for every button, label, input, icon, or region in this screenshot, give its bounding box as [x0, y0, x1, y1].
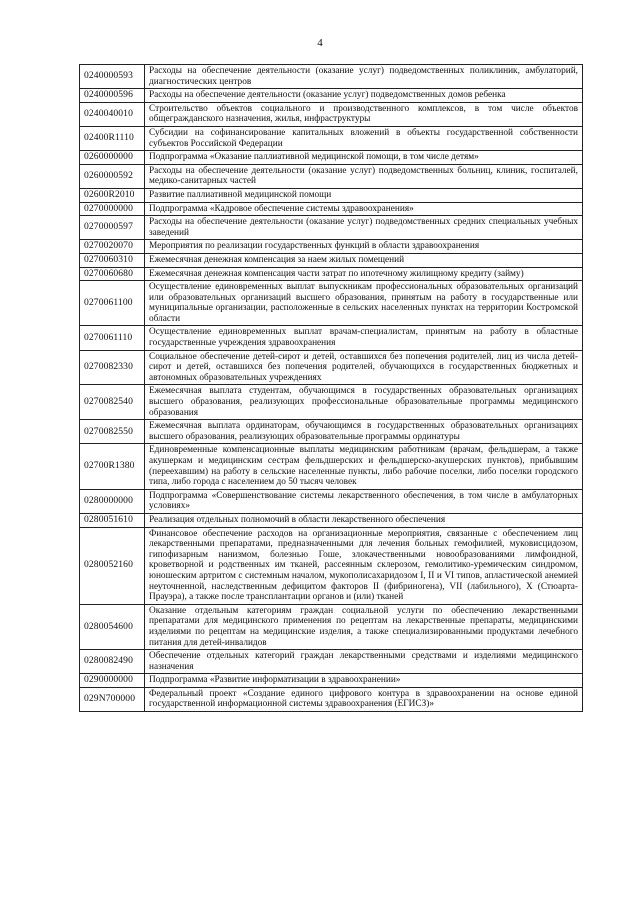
row-description: Ежемесячная выплата ординаторам, обучающимся в государственных образовательных организациях высшего образования, реализующих образовательные программы ординатуры	[145, 420, 583, 444]
row-code: 0260000000	[80, 151, 145, 165]
table-row	[80, 267, 583, 281]
row-code: 0270061100	[80, 281, 145, 326]
row-code: 0270082540	[80, 385, 145, 420]
row-description: Расходы на обеспечение деятельности (оказание услуг) подведомственных поликлиник, амбулаторий, диагностических центров	[145, 65, 583, 89]
budget-code-table	[79, 64, 583, 712]
table-row	[80, 489, 583, 513]
table-row	[80, 216, 583, 240]
row-code: 0270082550	[80, 420, 145, 444]
row-description: Подпрограмма «Развитие информатизации в здравоохранении»	[145, 674, 583, 688]
row-code: 0270000000	[80, 202, 145, 216]
row-description: Осуществление единовременных выплат выпускникам профессиональных образовательных организаций или образовательных организаций высшего образования, принятым на работу в государственные или муниципальные организации, расположенные в сельских населенных пунктах на территории Костромской области	[145, 281, 583, 326]
table-row	[80, 674, 583, 688]
row-code: 0240000596	[80, 89, 145, 103]
row-code: 0280082490	[80, 650, 145, 674]
row-description: Расходы на обеспечение деятельности (оказание услуг) подведомственных больниц, клиник, госпиталей, медико-санитарных частей	[145, 164, 583, 188]
table-row	[80, 350, 583, 385]
table-row	[80, 326, 583, 350]
row-description: Финансовое обеспечение расходов на организационные мероприятия, связанные с обеспечением лиц лекарственными препаратами, предназначенными для лечения больных гемофилией, муковисцидозом, гипофизарным нанизмом, болезнью Гоше, злокачественными новообразованиями лимфоидной, кроветворной и родственных им тканей, рассеянным склерозом, гемолитико-уремическим синдромом, юношеским артритом с системным началом, мукополисахаридозом I, II и VI типов, апластической анемией неуточненной, наследственным дефицитом факторов II (фибриногена), VII (лабильного), X (Стюарта-Прауэра), а также после трансплантации органов и (или) тканей	[145, 527, 583, 604]
table-row	[80, 164, 583, 188]
table-row	[80, 513, 583, 527]
row-description: Строительство объектов социального и производственного комплексов, в том числе объектов общегражданского назначения, жилья, инфраструктуры	[145, 102, 583, 126]
table-row	[80, 126, 583, 150]
row-description: Мероприятия по реализации государственных функций в области здравоохранения	[145, 240, 583, 254]
row-code: 0240000593	[80, 65, 145, 89]
row-code: 0240040010	[80, 102, 145, 126]
page-number: 4	[317, 37, 323, 49]
row-description: Обеспечение отдельных категорий граждан лекарственными средствами и изделиями медицинского назначения	[145, 650, 583, 674]
row-code: 02600R2010	[80, 188, 145, 202]
row-description: Социальное обеспечение детей-сирот и детей, оставшихся без попечения родителей, лиц из числа детей-сирот и детей, оставшихся без попечения родителей, обучающихся в государственных бюджетных и автономных образовательных учреждениях	[145, 350, 583, 385]
row-code: 0270082330	[80, 350, 145, 385]
table-row	[80, 253, 583, 267]
row-description: Осуществление единовременных выплат врачам-специалистам, принятым на работу в областные государственные учреждения здравоохранения	[145, 326, 583, 350]
row-code: 02700R1380	[80, 444, 145, 489]
row-description: Подпрограмма «Оказание паллиативной медицинской помощи, в том числе детям»	[145, 151, 583, 165]
table-row	[80, 102, 583, 126]
table-row	[80, 687, 583, 711]
row-description: Субсидии на софинансирование капитальных вложений в объекты государственной собственности субъектов Российской Федерации	[145, 126, 583, 150]
table-row	[80, 527, 583, 604]
row-description: Федеральный проект «Создание единого цифрового контура в здравоохранении на основе единой государственной информационной системы здравоохранения (ЕГИСЗ)»	[145, 687, 583, 711]
row-description: Реализация отдельных полномочий в области лекарственного обеспечения	[145, 513, 583, 527]
row-code: 0270000597	[80, 216, 145, 240]
row-code: 0290000000	[80, 674, 145, 688]
row-code: 0280054600	[80, 604, 145, 649]
table-row	[80, 188, 583, 202]
row-description: Ежемесячная денежная компенсация за наем жилых помещений	[145, 253, 583, 267]
table-row	[80, 240, 583, 254]
row-description: Единовременные компенсационные выплаты медицинским работникам (врачам, фельдшерам, а также акушеркам и медицинским сестрам фельдшерских и фельдшерско-акушерских пунктов), прибывшим (переехавшим) на работу в сельские населенные пункты, либо рабочие поселки, либо поселки городского типа, либо города с населением до 50 тысяч человек	[145, 444, 583, 489]
table-row	[80, 385, 583, 420]
table-row	[80, 444, 583, 489]
row-code: 0280000000	[80, 489, 145, 513]
row-description: Ежемесячная денежная компенсация части затрат по ипотечному жилищному кредиту (займу)	[145, 267, 583, 281]
row-description: Оказание отдельным категориям граждан социальной услуги по обеспечению лекарственными препаратами для медицинского применения по рецептам на лекарственные препараты, медицинскими изделиями по рецептам на медицинские изделия, а также специализированными продуктами лечебного питания для детей-инвалидов	[145, 604, 583, 649]
table-row	[80, 202, 583, 216]
table-row	[80, 604, 583, 649]
table-row	[80, 420, 583, 444]
table-row	[80, 650, 583, 674]
table-body	[80, 65, 583, 712]
row-description: Подпрограмма «Совершенствование системы лекарственного обеспечения, в том числе в амбулаторных условиях»	[145, 489, 583, 513]
row-description: Подпрограмма «Кадровое обеспечение системы здравоохранения»	[145, 202, 583, 216]
row-description: Расходы на обеспечение деятельности (оказание услуг) подведомственных домов ребенка	[145, 89, 583, 103]
row-description: Развитие паллиативной медицинской помощи	[145, 188, 583, 202]
table-row	[80, 151, 583, 165]
row-code: 0270060310	[80, 253, 145, 267]
row-code: 0270060680	[80, 267, 145, 281]
table-row	[80, 281, 583, 326]
row-description: Ежемесячная выплата студентам, обучающимся в государственных образовательных организациях высшего образования, реализующих профессиональные образовательные программы медицинского образования	[145, 385, 583, 420]
row-code: 0260000592	[80, 164, 145, 188]
table-row	[80, 65, 583, 89]
row-code: 0280051610	[80, 513, 145, 527]
row-description: Расходы на обеспечение деятельности (оказание услуг) подведомственных средних специальных учебных заведений	[145, 216, 583, 240]
table-row	[80, 89, 583, 103]
row-code: 02400R1110	[80, 126, 145, 150]
row-code: 0270020070	[80, 240, 145, 254]
row-code: 0280052160	[80, 527, 145, 604]
row-code: 029N700000	[80, 687, 145, 711]
row-code: 0270061110	[80, 326, 145, 350]
